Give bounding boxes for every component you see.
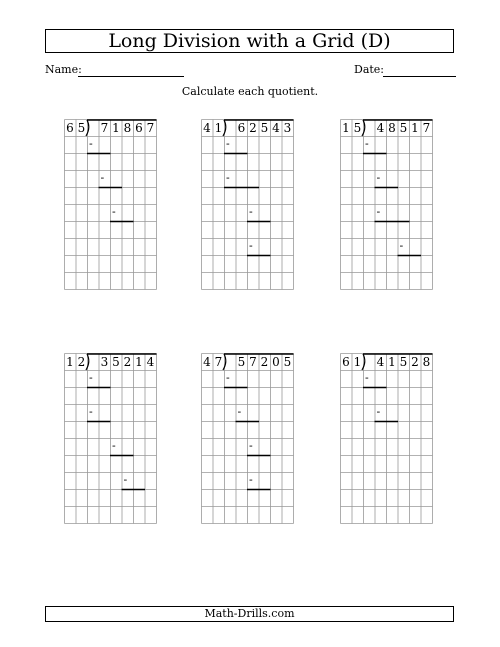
minus-sign: - bbox=[89, 137, 93, 150]
minus-sign: - bbox=[249, 205, 253, 218]
minus-sign: - bbox=[112, 205, 116, 218]
divisor-digit: 6 bbox=[342, 355, 350, 369]
dividend-digit: 2 bbox=[260, 355, 269, 369]
worksheet-title: Long Division with a Grid (D) bbox=[45, 29, 454, 53]
date-line bbox=[383, 76, 456, 77]
dividend-digit: 2 bbox=[411, 355, 419, 369]
dividend-digit: 0 bbox=[272, 355, 280, 369]
name-label: Name: bbox=[45, 63, 82, 76]
minus-sign: - bbox=[226, 171, 230, 184]
date-label: Date: bbox=[354, 63, 385, 76]
minus-sign: - bbox=[226, 137, 230, 150]
divisor-digit: 1 bbox=[214, 121, 223, 135]
instruction: Calculate each quotient. bbox=[181, 85, 319, 98]
minus-sign: - bbox=[376, 205, 381, 218]
minus-sign: - bbox=[89, 371, 93, 384]
dividend-digit: 7 bbox=[249, 355, 257, 369]
minus-sign: - bbox=[365, 137, 369, 150]
division-problem-1 bbox=[64, 119, 159, 296]
dividend-digit: 8 bbox=[123, 121, 132, 135]
dividend-digit: 5 bbox=[399, 355, 408, 369]
minus-sign: - bbox=[112, 439, 116, 452]
dividend-digit: 5 bbox=[399, 121, 408, 135]
minus-sign: - bbox=[376, 405, 381, 418]
grid bbox=[64, 119, 158, 291]
dividend-digit: 5 bbox=[260, 121, 269, 135]
dividend-digit: 3 bbox=[283, 121, 292, 135]
grid bbox=[201, 119, 295, 291]
division-problem-3 bbox=[340, 119, 435, 296]
dividend-digit: 3 bbox=[100, 355, 109, 369]
divisor-digit: 1 bbox=[66, 355, 74, 369]
minus-sign: - bbox=[376, 171, 381, 184]
grid bbox=[201, 353, 295, 525]
minus-sign: - bbox=[100, 171, 105, 184]
divisor-digit: 5 bbox=[353, 121, 362, 135]
dividend-digit: 8 bbox=[422, 355, 431, 369]
grid bbox=[340, 119, 434, 291]
minus-sign: - bbox=[365, 371, 369, 384]
divisor-digit: 5 bbox=[77, 121, 86, 135]
divisor-digit: 1 bbox=[342, 121, 350, 135]
dividend-digit: 1 bbox=[411, 121, 419, 135]
dividend-digit: 4 bbox=[272, 121, 280, 135]
division-problem-2 bbox=[201, 119, 296, 296]
dividend-digit: 7 bbox=[100, 121, 109, 135]
divisor-digit: 6 bbox=[66, 121, 74, 135]
minus-sign: - bbox=[249, 473, 253, 486]
divisor-digit: 4 bbox=[203, 121, 211, 135]
dividend-digit: 6 bbox=[135, 121, 143, 135]
divisor-digit: 1 bbox=[353, 355, 362, 369]
footer-credit: Math-Drills.com bbox=[45, 606, 454, 622]
minus-sign: - bbox=[249, 239, 253, 252]
minus-sign: - bbox=[123, 473, 128, 486]
name-line bbox=[78, 76, 184, 77]
dividend-digit: 8 bbox=[388, 121, 396, 135]
minus-sign: - bbox=[226, 371, 230, 384]
divisor-digit: 4 bbox=[203, 355, 211, 369]
dividend-digit: 4 bbox=[376, 355, 385, 369]
grid bbox=[340, 353, 434, 525]
dividend-digit: 1 bbox=[135, 355, 143, 369]
dividend-digit: 4 bbox=[146, 355, 155, 369]
minus-sign: - bbox=[399, 239, 404, 252]
divisor-digit: 2 bbox=[77, 355, 86, 369]
dividend-digit: 7 bbox=[146, 121, 155, 135]
division-problem-6 bbox=[340, 353, 435, 530]
divisor-digit: 7 bbox=[214, 355, 223, 369]
grid bbox=[64, 353, 158, 525]
division-problem-4 bbox=[64, 353, 159, 530]
minus-sign: - bbox=[237, 405, 242, 418]
minus-sign: - bbox=[249, 439, 253, 452]
dividend-digit: 1 bbox=[112, 121, 120, 135]
dividend-digit: 2 bbox=[123, 355, 132, 369]
dividend-digit: 2 bbox=[249, 121, 257, 135]
minus-sign: - bbox=[89, 405, 93, 418]
dividend-digit: 6 bbox=[237, 121, 246, 135]
dividend-digit: 7 bbox=[422, 121, 431, 135]
dividend-digit: 5 bbox=[112, 355, 120, 369]
dividend-digit: 5 bbox=[237, 355, 246, 369]
dividend-digit: 4 bbox=[376, 121, 385, 135]
dividend-digit: 1 bbox=[388, 355, 396, 369]
dividend-digit: 5 bbox=[283, 355, 292, 369]
division-problem-5 bbox=[201, 353, 296, 530]
